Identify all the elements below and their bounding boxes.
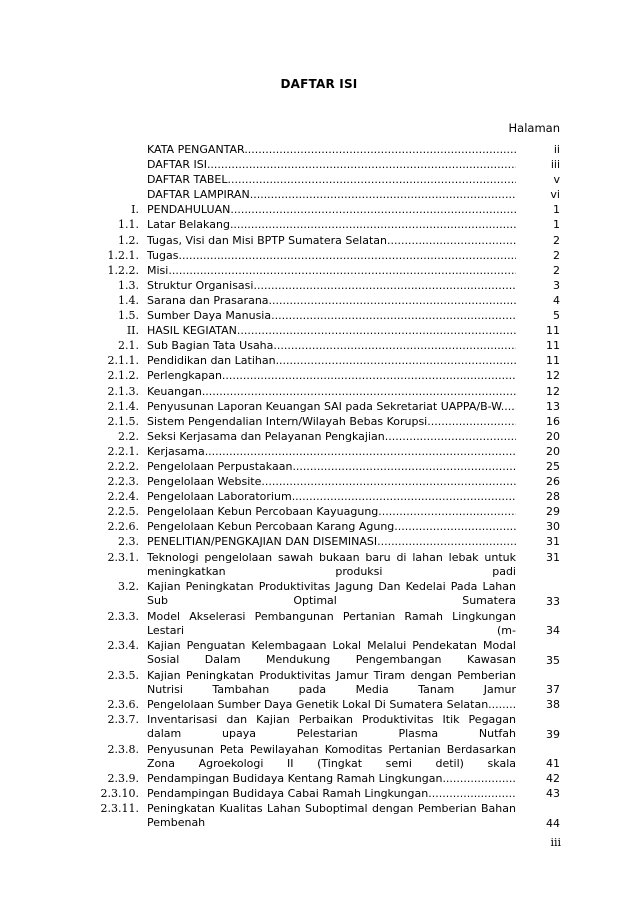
toc-entry-number: 2.3.3. [107, 609, 139, 623]
toc-entry-title [147, 490, 516, 504]
toc-entry [0, 475, 638, 490]
toc-entry-title [147, 460, 516, 474]
toc-entry [0, 698, 638, 713]
toc-entry-title-text: Kajian Penguatan Kelembagaan Lokal Melalui Pendekatan Modal Sosial Dalam Mendukung Pengembangan Kawasan [147, 639, 516, 667]
toc-entry-title [147, 234, 516, 248]
toc-entry-title-text: Misi [147, 263, 169, 277]
dot-leader [237, 324, 516, 337]
toc-entry-number: 2.2.5. [107, 505, 139, 519]
toc-entry-page: 12 [546, 369, 560, 383]
toc-entry [0, 430, 638, 445]
toc-entry-title [147, 772, 516, 786]
toc-entry-number: 2.3.7. [107, 713, 139, 727]
dot-leader [488, 698, 516, 711]
toc-entry-title-text: Tugas, Visi dan Misi BPTP Sumatera Selatan [147, 233, 387, 247]
toc-entry [0, 264, 638, 279]
toc-entry-title-text: Pengelolaan Kebun Percobaan Kayuagung [147, 505, 379, 519]
dot-leader [292, 490, 516, 503]
toc-entry-number: 2.1.5. [107, 414, 139, 428]
toc-entry-title [147, 279, 516, 293]
toc-entry [0, 279, 638, 294]
toc-entry-page: 31 [546, 550, 560, 564]
toc-entry-number: 2.1.2. [107, 369, 139, 383]
toc-entry-title-text: Penyusunan Laporan Keuangan SAI pada Sekretariat UAPPA/B-W [147, 399, 501, 413]
toc-entry-page: ii [553, 143, 560, 156]
toc-entry-page: 41 [546, 757, 560, 771]
toc-entry [0, 173, 638, 188]
toc-entry-page: 26 [546, 475, 560, 489]
toc-entry-title-text: Sumber Daya Manusia [147, 309, 272, 323]
halaman-column-label: Halaman [508, 121, 560, 135]
toc-entry-number: 2.2. [118, 429, 139, 443]
toc-entry-title [147, 430, 516, 444]
toc-entry [0, 324, 638, 339]
toc-entry-number: 2.1.3. [107, 384, 139, 398]
dot-leader [222, 369, 516, 382]
footer-page-number: iii [550, 836, 561, 849]
toc-entry-title [147, 400, 516, 414]
toc-entry [0, 551, 638, 581]
dot-leader [377, 535, 516, 548]
toc-entry-title-text: Sarana dan Prasarana [147, 293, 269, 307]
toc-entry-title-text: DAFTAR TABEL [147, 173, 228, 187]
toc-entry [0, 445, 638, 460]
toc-entry-title-text: Kajian Peningkatan Produktivitas Jamur Tiram dengan Pemberian Nutrisi Tambahan pada Media Tanam Jamur [147, 668, 516, 696]
toc-entry-title [147, 698, 516, 712]
toc-entry-page: 3 [553, 278, 560, 292]
toc-entry [0, 669, 638, 699]
toc-entry-title-text: Teknologi pengelolaan sawah bukaan baru di lahan lebak untuk meningkatkan produksi padi [147, 550, 516, 578]
toc-entry-title-text: PENDAHULUAN [147, 203, 231, 217]
toc-entry-number: 1.2. [118, 233, 139, 247]
toc-entry [0, 713, 638, 743]
toc-entry-title-text: Kajian Peningkatan Produktivitas Jagung Dan Kedelai Pada Lahan Sub Optimal Sumatera [147, 580, 516, 608]
toc-entry-number: 2.3.4. [107, 639, 139, 653]
toc-entry [0, 772, 638, 787]
toc-entry-page: 2 [553, 248, 560, 262]
toc-entry-title-text: Pengelolaan Laboratorium [147, 490, 292, 504]
toc-entry-page: 12 [546, 384, 560, 398]
toc-entry-title [147, 173, 516, 187]
toc-entry-number: 2.3.5. [107, 668, 139, 682]
toc-entry [0, 249, 638, 264]
dot-leader [230, 203, 516, 216]
toc-entry-title [147, 669, 516, 698]
toc-entry-title [147, 294, 516, 308]
toc-entry-number: 2.3.11. [100, 802, 139, 816]
toc-entry-number: 2.3.6. [107, 698, 139, 712]
toc-entry-page: 20 [546, 429, 560, 443]
toc-entry-title [147, 713, 516, 742]
toc-entry-title [147, 354, 516, 368]
toc-entry [0, 400, 638, 415]
toc-entry-page: 11 [546, 354, 560, 368]
toc-entry-page: 38 [546, 698, 560, 712]
toc-entry-number: I. [131, 203, 139, 217]
toc-entry [0, 639, 638, 669]
toc-entry-title [147, 520, 516, 534]
dot-leader [271, 309, 516, 322]
toc-entry [0, 535, 638, 550]
toc-entry-title [147, 385, 516, 399]
toc-entry-number: 1.2.1. [107, 248, 139, 262]
toc-entry [0, 369, 638, 384]
toc-entry-title [147, 309, 516, 323]
toc-entry-number: II. [126, 324, 139, 338]
toc-entry [0, 188, 638, 203]
toc-entry-title-text: Pendampingan Budidaya Kentang Ramah Lingkungan [147, 772, 443, 786]
toc-entry [0, 203, 638, 218]
dot-leader [387, 234, 516, 247]
toc-entry-number: 2.2.6. [107, 520, 139, 534]
toc-entry-number: 2.1.4. [107, 399, 139, 413]
toc-entry-title-text: KATA PENGANTAR [147, 143, 245, 156]
toc-entry-title [147, 415, 516, 429]
toc-entry-page: 2 [553, 233, 560, 247]
toc-entry [0, 218, 638, 233]
dot-leader [385, 430, 516, 443]
toc-entry [0, 354, 638, 369]
toc-entry-title [147, 610, 516, 639]
dot-leader [378, 505, 516, 518]
toc-entry-number: 2.2.3. [107, 475, 139, 489]
dot-leader [178, 249, 516, 262]
toc-entry-page: 1 [553, 203, 560, 217]
toc-entry-title [147, 535, 516, 549]
toc-entry-title-text: Struktur Organisasi [147, 278, 254, 292]
dot-leader [205, 445, 516, 458]
toc-entry-page: 20 [546, 444, 560, 458]
toc-entry-title-text: Latar Belakang [147, 218, 230, 232]
toc-entry-title-text: Sub Bagian Tata Usaha [147, 339, 274, 353]
toc-entry-page: 5 [553, 309, 560, 323]
toc-entry-title [147, 802, 516, 831]
toc-entry-title [147, 445, 516, 459]
toc-entry-page: 39 [546, 727, 560, 741]
toc-entry-page: 37 [546, 683, 560, 697]
toc-entry-title-text: Sistem Pengendalian Intern/Wilayah Bebas Korupsi [147, 414, 428, 428]
toc-entry-title-text: Tugas [147, 248, 179, 262]
toc-entry-title-text: PENELITIAN/PENGKAJIAN DAN DISEMINASI [147, 535, 378, 549]
toc-entry [0, 743, 638, 773]
toc-entry-page: 30 [546, 520, 560, 534]
dot-leader [276, 354, 516, 367]
toc-entry-page: 25 [546, 459, 560, 473]
toc-entry-number: 2.3.8. [107, 742, 139, 756]
toc-entry-number: 1.2.2. [107, 263, 139, 277]
toc-entry-title-text: Inventarisasi dan Kajian Perbaikan Produktivitas Itik Pegagan dalam upaya Pelestarian Plasma Nutfah [147, 713, 516, 741]
toc-entry-page: iii [550, 158, 560, 172]
toc-entry-title-text: Keuangan [147, 384, 202, 398]
toc-entry-page: 1 [553, 218, 560, 232]
toc-entry-title [147, 787, 516, 801]
toc-entry-title-text: DAFTAR ISI [147, 158, 207, 172]
dot-leader [428, 787, 516, 800]
toc-entry [0, 490, 638, 505]
dot-leader [501, 400, 516, 413]
dot-leader [227, 173, 516, 186]
dot-leader [292, 460, 516, 473]
toc-entry-page: 42 [546, 772, 560, 786]
dot-leader [261, 475, 516, 488]
toc-entry-title [147, 143, 516, 157]
page-title: DAFTAR ISI [280, 77, 358, 91]
dot-leader [179, 830, 516, 831]
toc-entry-number: 2.3. [118, 535, 139, 549]
toc-entry-title-text: Seksi Kerjasama dan Pelayanan Pengkajian [147, 429, 385, 443]
toc-entry [0, 460, 638, 475]
toc-entry-number: 2.2.1. [107, 444, 139, 458]
toc-entry-page: 4 [553, 293, 560, 307]
toc-entry-title-text: Pendampingan Budidaya Cabai Ramah Lingkungan [147, 787, 429, 801]
toc-entry [0, 294, 638, 309]
dot-leader [207, 158, 516, 171]
toc-entry [0, 787, 638, 802]
toc-entry-title-text: HASIL KEGIATAN [147, 324, 237, 338]
table-of-contents [0, 143, 638, 832]
toc-entry-page: v [553, 173, 560, 187]
toc-entry-page: 11 [546, 324, 560, 338]
toc-entry [0, 415, 638, 430]
dot-leader [253, 279, 516, 292]
dot-leader [442, 772, 516, 785]
toc-entry-page: 35 [546, 653, 560, 667]
toc-entry-page: vi [550, 188, 560, 202]
toc-entry-title [147, 743, 516, 772]
dot-leader [230, 218, 516, 231]
toc-entry-number: 3.2. [118, 580, 139, 594]
dot-leader [269, 294, 516, 307]
dot-leader [250, 188, 516, 201]
toc-entry-page: 31 [546, 535, 560, 549]
dot-leader [427, 415, 516, 428]
toc-entry-title [147, 188, 516, 202]
toc-entry-number: 2.2.4. [107, 490, 139, 504]
toc-entry-page: 11 [546, 339, 560, 353]
dot-leader [394, 520, 516, 533]
toc-entry-title-text: Penyusunan Peta Pewilayahan Komoditas Pertanian Berdasarkan Zona Agroekologi II (Tingkat semi detil) skala [147, 742, 516, 770]
toc-entry-title-text: Pendidikan dan Latihan [147, 354, 276, 368]
toc-entry [0, 385, 638, 400]
toc-entry [0, 580, 638, 610]
toc-entry [0, 339, 638, 354]
toc-entry-title [147, 218, 516, 232]
toc-entry-number: 1.5. [118, 309, 139, 323]
toc-entry-title [147, 551, 516, 580]
toc-entry-title [147, 264, 516, 278]
toc-entry-number: 2.3.9. [107, 772, 139, 786]
toc-entry-page: 44 [546, 816, 560, 830]
toc-entry-title-text: DAFTAR LAMPIRAN [147, 188, 250, 202]
toc-entry-title [147, 158, 516, 172]
toc-entry-number: 1.1. [118, 218, 139, 232]
toc-entry-page: 43 [546, 787, 560, 801]
toc-entry [0, 610, 638, 640]
dot-leader [168, 264, 516, 277]
toc-entry-page: 16 [546, 414, 560, 428]
toc-entry-page: 29 [546, 505, 560, 519]
toc-entry-title-text: Model Akselerasi Pembangunan Pertanian Ramah Lingkungan Lestari (m- [147, 609, 516, 637]
toc-entry [0, 143, 638, 158]
toc-entry [0, 802, 638, 832]
toc-entry-title-text: Pengelolaan Website [147, 475, 262, 489]
toc-entry-number: 2.3.1. [107, 550, 139, 564]
toc-entry-number: 2.1.1. [107, 354, 139, 368]
toc-entry-title-text: Pengelolaan Sumber Daya Genetik Lokal Di Sumatera Selatan [147, 698, 489, 712]
toc-entry-title [147, 339, 516, 353]
toc-entry-number: 2.3.10. [100, 787, 139, 801]
toc-entry-title-text: Peningkatan Kualitas Lahan Suboptimal dengan Pemberian Bahan Pembenah [147, 802, 516, 830]
toc-entry-page: 33 [546, 594, 560, 608]
toc-entry-number: 1.4. [118, 293, 139, 307]
dot-leader [273, 339, 516, 352]
toc-entry [0, 234, 638, 249]
toc-entry-title-text: Perlengkapan [147, 369, 222, 383]
toc-entry-page: 34 [546, 624, 560, 638]
toc-entry-page: 28 [546, 490, 560, 504]
toc-entry [0, 520, 638, 535]
toc-entry-title [147, 324, 516, 338]
toc-entry [0, 158, 638, 173]
toc-entry-title [147, 505, 516, 519]
dot-leader [244, 143, 516, 156]
toc-entry-title-text: Pengelolaan Perpustakaan [147, 459, 293, 473]
toc-entry [0, 505, 638, 520]
toc-entry-title [147, 580, 516, 609]
toc-entry-title-text: Kerjasama [147, 444, 205, 458]
toc-entry-title [147, 203, 516, 217]
toc-entry-title [147, 475, 516, 489]
toc-entry-page: 2 [553, 263, 560, 277]
toc-entry-number: 2.1. [118, 339, 139, 353]
toc-entry-title [147, 369, 516, 383]
toc-entry [0, 309, 638, 324]
toc-entry-title [147, 249, 516, 263]
toc-entry-number: 1.3. [118, 278, 139, 292]
toc-entry-title [147, 639, 516, 668]
dot-leader [202, 385, 516, 398]
toc-entry-number: 2.2.2. [107, 459, 139, 473]
toc-entry-title-text: Pengelolaan Kebun Percobaan Karang Agung [147, 520, 395, 534]
toc-entry-page: 13 [546, 399, 560, 413]
